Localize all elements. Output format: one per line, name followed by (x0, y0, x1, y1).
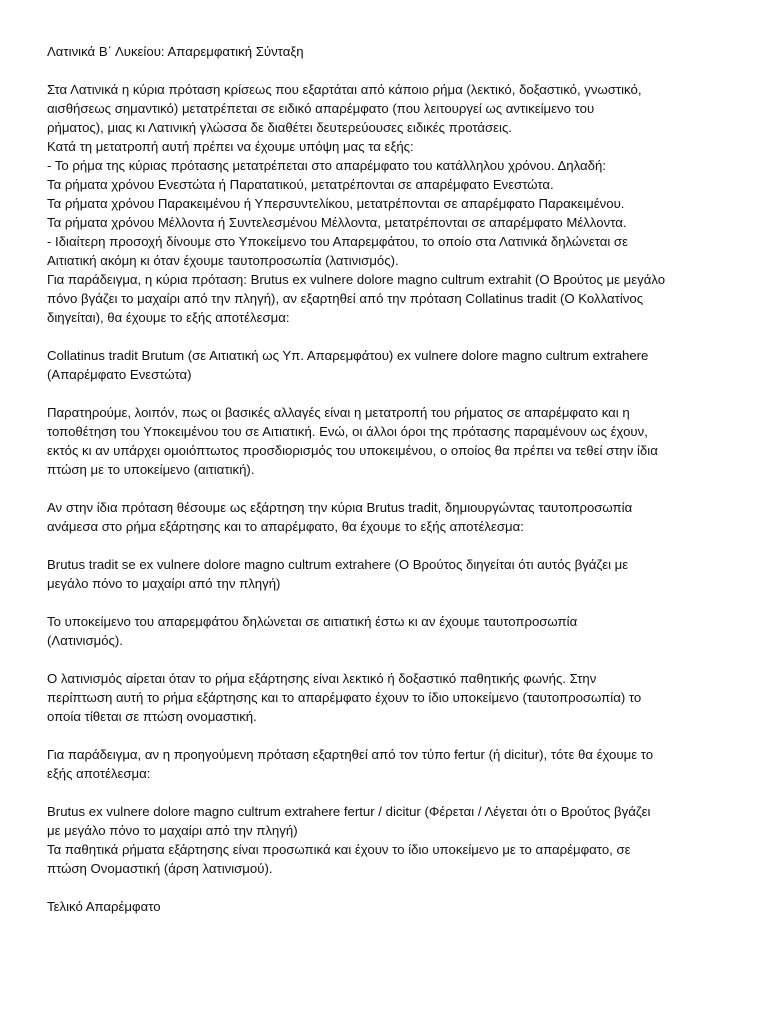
text-line: (Απαρέμφατο Ενεστώτα) (47, 367, 192, 382)
text-line: Collatinus tradit Brutum (σε Αιτιατική ως Υπ. Απαρεμφάτου) ex vulnere dolore magno cultrum extrahere (47, 348, 649, 363)
text-line: πτώση Ονομαστική (άρση λατινισμού). (47, 861, 273, 876)
text-line: Τα παθητικά ρήματα εξάρτησης είναι προσωπικά και έχουν το ίδιο υποκείμενο με το απαρέμφατο, σε (47, 842, 631, 857)
text-line: εξής αποτέλεσμα: (47, 766, 151, 781)
text-line: Ο λατινισμός αίρεται όταν το ρήμα εξάρτησης είναι λεκτικό ή δοξαστικό παθητικής φωνής. Στην (47, 671, 597, 686)
text-line: ρήματος), μιας κι Λατινική γλώσσα δε διαθέτει δευτερεύουσες ειδικές προτάσεις. (47, 120, 512, 135)
text-line: Αιτιατική ακόμη κι όταν έχουμε ταυτοπροσωπία (λατινισμός). (47, 253, 399, 268)
text-line: Το υποκείμενο του απαρεμφάτου δηλώνεται σε αιτιατική έστω κι αν έχουμε ταυτοπροσωπία (47, 614, 578, 629)
document-body (47, 42, 727, 935)
text-line: Αν στην ίδια πρόταση θέσουμε ως εξάρτηση την κύρια Brutus tradit, δημιουργώντας ταυτοπροσωπία (47, 500, 633, 515)
text-line: οποία τίθεται σε πτώση ονομαστική. (47, 709, 257, 724)
document-title: Λατινικά Β΄ Λυκείου: Απαρεμφατική Σύνταξη (47, 44, 304, 59)
text-line: Για παράδειγμα, η κύρια πρόταση: Brutus ex vulnere dolore magno cultrum extrahit (Ο Βρούτος με μεγάλο (47, 272, 666, 287)
paragraph (47, 669, 727, 726)
text-line: Τα ρήματα χρόνου Μέλλοντα ή Συντελεσμένου Μέλλοντα, μετατρέπονται σε απαρέμφατο Μέλλοντα. (47, 215, 627, 230)
paragraph (47, 802, 727, 878)
paragraph (47, 403, 727, 479)
text-line: (Λατινισμός). (47, 633, 123, 648)
text-line: αισθήσεως σημαντικό) μετατρέπεται σε ειδικό απαρέμφατο (που λειτουργεί ως αντικείμενο του (47, 101, 595, 116)
text-line: πόνο βγάζει το μαχαίρι από την πληγή), αν εξαρτηθεί από την πρόταση Collatinus tradit (Ο Κολλατίνος (47, 291, 644, 306)
paragraph (47, 897, 727, 916)
paragraph-container (47, 80, 727, 916)
paragraph (47, 80, 727, 327)
text-line: Brutus tradit se ex vulnere dolore magno cultrum extrahere (Ο Βρούτος διηγείται ότι αυτός βγάζει με (47, 557, 629, 572)
text-line: Παρατηρούμε, λοιπόν, πως οι βασικές αλλαγές είναι η μετατροπή του ρήματος σε απαρέμφατο και η (47, 405, 630, 420)
text-line: με μεγάλο πόνο το μαχαίρι από την πληγή) (47, 823, 298, 838)
text-line: - Το ρήμα της κύριας πρότασης μετατρέπεται στο απαρέμφατο του κατάλληλου χρόνου. Δηλαδή: (47, 158, 606, 173)
paragraph (47, 555, 727, 593)
text-line: πτώση με το υποκείμενο (αιτιατική). (47, 462, 255, 477)
text-line: τοποθέτηση του Υποκειμένου του σε Αιτιατική. Ενώ, οι άλλοι όροι της πρότασης παραμένουν ως έχουν, (47, 424, 648, 439)
text-line: εκτός κι αν υπάρχει ομοιόπτωτος προσδιορισμός του υποκειμένου, ο οποίος θα πρέπει να τεθεί στην ίδια (47, 443, 658, 458)
paragraph (47, 498, 727, 536)
text-line: Κατά τη μετατροπή αυτή πρέπει να έχουμε υπόψη μας τα εξής: (47, 139, 414, 154)
text-line: διηγείται), θα έχουμε το εξής αποτέλεσμα: (47, 310, 290, 325)
text-line: Για παράδειγμα, αν η προηγούμενη πρόταση εξαρτηθεί από τον τύπο fertur (ή dicitur), τότε θα έχουμε το (47, 747, 654, 762)
text-line: - Ιδιαίτερη προσοχή δίνουμε στο Υποκείμενο του Απαρεμφάτου, το οποίο στα Λατινικά δηλώνεται σε (47, 234, 628, 249)
text-line: ανάμεσα στο ρήμα εξάρτησης και το απαρέμφατο, θα έχουμε το εξής αποτέλεσμα: (47, 519, 524, 534)
text-line: Τελικό Απαρέμφατο (47, 899, 161, 914)
text-line: Brutus ex vulnere dolore magno cultrum extrahere fertur / dicitur (Φέρεται / Λέγεται ότι ο Βρούτος βγάζει (47, 804, 651, 819)
paragraph (47, 346, 727, 384)
text-line: Τα ρήματα χρόνου Ενεστώτα ή Παρατατικού, μετατρέπονται σε απαρέμφατο Ενεστώτα. (47, 177, 554, 192)
paragraph (47, 745, 727, 783)
text-line: Στα Λατινικά η κύρια πρόταση κρίσεως που εξαρτάται από κάποιο ρήμα (λεκτικό, δοξαστικό, γνωστικό, (47, 82, 642, 97)
text-line: μεγάλο πόνο το μαχαίρι από την πληγή) (47, 576, 281, 591)
text-line: περίπτωση αυτή το ρήμα εξάρτησης και το απαρέμφατο έχουν το ίδιο υποκείμενο (ταυτοπροσωπία) το (47, 690, 642, 705)
text-line: Τα ρήματα χρόνου Παρακειμένου ή Υπερσυντελίκου, μετατρέπονται σε απαρέμφατο Παρακειμένου. (47, 196, 625, 211)
paragraph (47, 612, 727, 650)
